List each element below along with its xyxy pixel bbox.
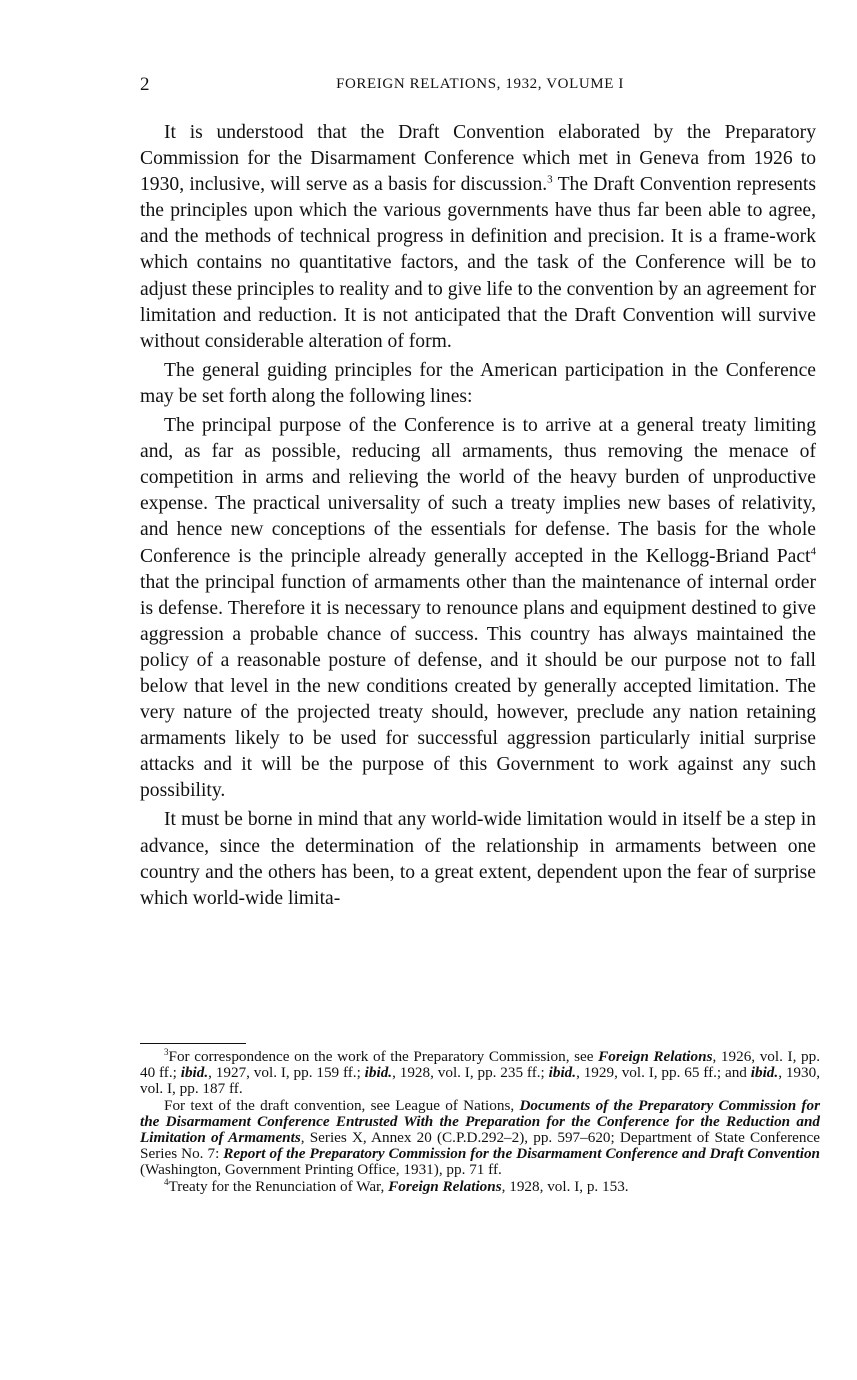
footnotes — [140, 1046, 820, 1195]
footnote-3-continued-text: , Series X, Annex 20 (C.P.D.292–2), pp. 597–620; Department of State Conference Series No. 7: — [140, 1129, 820, 1163]
running-head: FOREIGN RELATIONS, 1932, VOLUME I — [336, 76, 624, 92]
footnote-3-text: , 1927, vol. I, pp. 159 ff.; — [208, 1064, 365, 1082]
footnote-3-continued-text: For text of the draft convention, see League of Nations, — [164, 1096, 520, 1114]
footnote-3-text: , 1930, vol. I, pp. 187 ff. — [140, 1064, 820, 1098]
footnote-3-ibid: ibid. — [750, 1064, 779, 1082]
footnote-3-text: , 1929, vol. I, pp. 65 ff.; and — [576, 1064, 751, 1082]
footnote-3-title: Foreign Relations — [598, 1048, 713, 1065]
footnote-3-marker: 3 — [164, 1046, 169, 1057]
footnote-3-continued-title: Documents of the Preparatory Commission for the Disarmament Conference Entrusted With the Preparation for the Conference for the Reduction and Limitation of Armaments — [140, 1096, 820, 1147]
footnote-divider — [140, 1043, 246, 1044]
paragraph-1 — [140, 120, 816, 355]
paragraph-3-part-b: that the principal function of armaments other than the maintenance of internal order is defense. Therefore it is necessary to renounce plans and equipment destined to give aggression a probable chance of success. This country has always maintained the policy of a reasonable posture of defense, and it should be our purpose not to fall below that level in the new conditions created by generally accepted limitation. The very nature of the projected treaty should, however, preclude any nation retaining armaments likely to be used for successful aggression particularly initial surprise attacks and it will be the purpose of this Government to work against any such possibility. — [140, 571, 816, 802]
paragraph-3-part-a: The principal purpose of the Conference is to arrive at a general treaty limiting and, as far as possible, reducing all armaments, thus removing the menace of competition in arms and relieving the world of the heavy burden of unproductive expense. The practical universality of such a treaty implies new bases of relativity, and hence new conceptions of the essentials for defense. The basis for the whole Conference is the principle already generally accepted in the Kellogg-Briand Pact — [140, 415, 816, 567]
footnote-3-text: , 1928, vol. I, pp. 235 ff.; — [392, 1064, 549, 1082]
footnote-4-title: Foreign Relations — [388, 1177, 502, 1195]
footnote-3-ibid: ibid. — [180, 1064, 209, 1082]
body-text — [140, 120, 816, 912]
paragraph-3 — [140, 413, 816, 804]
footnote-3 — [140, 1046, 820, 1098]
footnote-4 — [140, 1176, 820, 1195]
footnote-3-ibid: ibid. — [548, 1064, 577, 1082]
footnote-ref-4: 4 — [810, 544, 816, 557]
footnote-4-text: , 1928, vol. I, p. 153. — [501, 1177, 629, 1195]
footnote-3-continued — [140, 1098, 820, 1179]
footnote-3-continued-text: (Washington, Government Printing Office, 1931), pp. 71 ff. — [140, 1161, 502, 1179]
paragraph-2: The general guiding principles for the American participation in the Conference may be set forth along the following lines: — [140, 359, 816, 407]
paragraph-1-part-a: It is understood that the Draft Convention elaborated by the Preparatory Commission for the Disarmament Conference which met in Geneva from 1926 to 1930, inclusive, will serve as a basis for discussion. — [140, 122, 816, 196]
footnote-ref-3: 3 — [547, 173, 553, 186]
footnote-3-text: For correspondence on the work of the Preparatory Commission, see — [168, 1048, 599, 1065]
paragraph-1-part-b: The Draft Convention represents the principles upon which the various governments have thus far been able to agree, and the methods of technical progress in definition and precision. It is a frame-work which contains no quantitative factors, and the task of the Conference will be to adjust these principles to reality and to give life to the convention by an agreement for limitation and reduction. It is not anticipated that the Draft Convention will survive without considerable alteration of form. — [140, 174, 816, 352]
footnote-4-text: Treaty for the Renunciation of War, — [168, 1177, 389, 1195]
footnote-4-marker: 4 — [164, 1176, 169, 1187]
page-number: 2 — [140, 74, 151, 95]
footnote-3-ibid: ibid. — [364, 1064, 393, 1082]
footnote-3-text: , 1926, vol. I, pp. 40 ff.; — [140, 1048, 820, 1082]
footnote-3-continued-title: Report of the Preparatory Commission for the Disarmament Conference and Draft Convention — [223, 1145, 820, 1163]
paragraph-4: It must be borne in mind that any world-wide limitation would in itself be a step in advance, since the determination of the relationship in armaments between one country and the others has been, to a great extent, dependent upon the fear of surprise which world-wide limita- — [140, 809, 816, 909]
page-header — [140, 74, 820, 98]
